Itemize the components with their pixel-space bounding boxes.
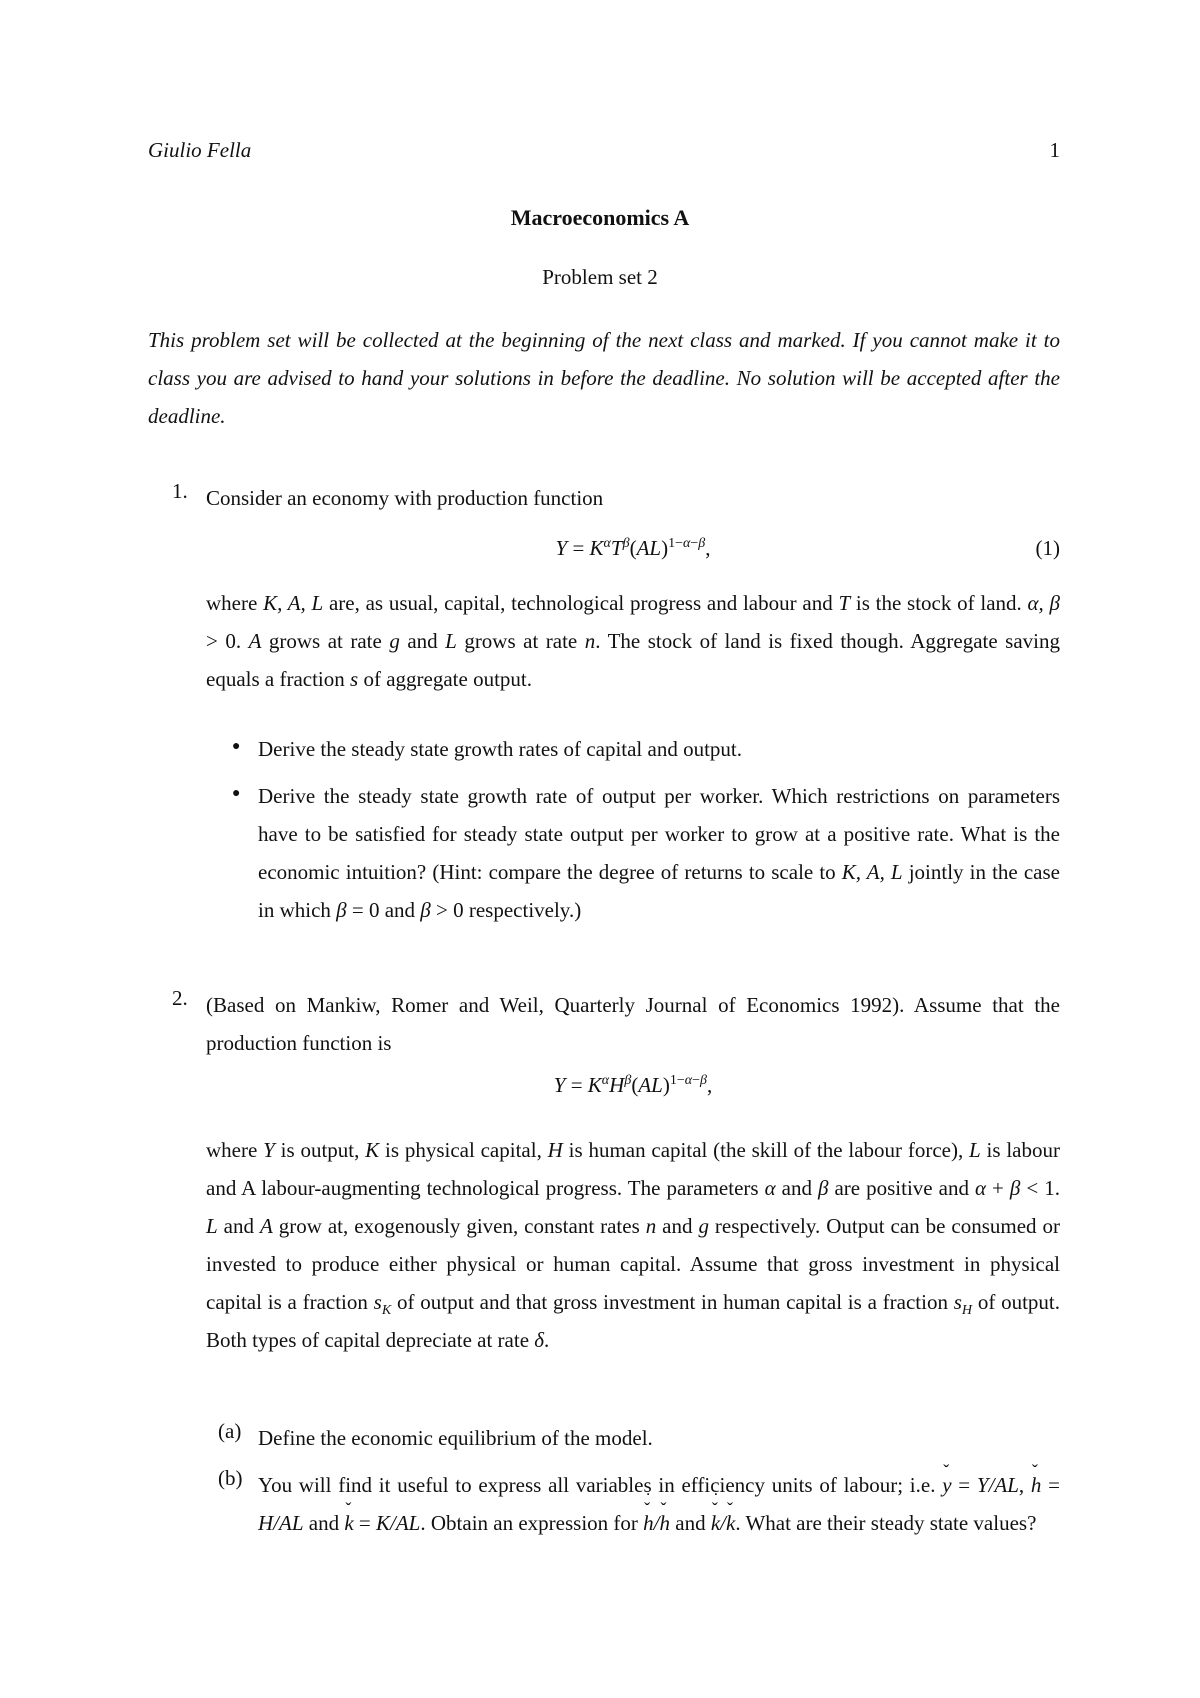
q2-equation: $Y = K^\alpha H^\beta(AL)^{1-\alpha-\beta}$, (553, 1073, 713, 1097)
author-name: Giulio Fella (148, 138, 252, 162)
q1-number: 1. (172, 479, 188, 503)
q1-context: where K, A, L are, as usual, capital, technological progress and labour and T is the stock of land. α, β > 0. A grows at rate g and L grows at rate n. The stock of land is fixed though. Aggregate saving equals a fraction s of aggregate output. (206, 591, 1061, 691)
document-subtitle: Problem set 2 (542, 265, 658, 289)
q2-part-b-label: (b) (218, 1466, 243, 1490)
page-header (148, 138, 1060, 168)
q1-bullet-2: Derive the steady state growth rate of output per worker. Which restrictions on parameters have to be satisfied for steady state output per worker to grow at a positive rate. What is the economic intuition? (Hint: compare the degree of returns to scale to K, A, L jointly in the case in which β = 0 and β > 0 respectively.) (258, 784, 1060, 922)
q2-part-a-label: (a) (218, 1419, 242, 1443)
bullet-icon: ● (232, 739, 241, 754)
q1-equation-number: (1) (1035, 536, 1060, 560)
q1-bullet-1: Derive the steady state growth rates of capital and output. (258, 737, 743, 761)
q2-part-a: Define the economic equilibrium of the model. (258, 1426, 653, 1450)
page-number: 1 (1049, 138, 1060, 162)
q1-equation: $Y = K^\alpha T^\beta(AL)^{1-\alpha-\beta}$, (555, 536, 711, 560)
q2-number: 2. (172, 986, 188, 1010)
q2-context: where Y is output, K is physical capital, H is human capital (the skill of the labour force), L is labour and A labour-augmenting technological progress. The parameters α and β are positive and α + β < 1. L and A grow at, exogenously given, constant rates n and g respectively. Output can be consumed or invested to produce either physical or human capital. Assume that gross investment in physical capital is a fraction $s_K$ of output and that gross investment in human capital is a fraction $s_H$ of output. Both types of capital depreciate at rate δ. (206, 1138, 1060, 1352)
q2-lead: (Based on Mankiw, Romer and Weil, Quarterly Journal of Economics 1992). Assume that the production function is (206, 993, 1060, 1055)
document-title: Macroeconomics A (510, 205, 690, 230)
intro-paragraph: This problem set will be collected at the beginning of the next class and marked. If you cannot make it to class you are advised to hand your solutions in before the deadline. No solution will be accepted after the deadline. (148, 328, 1060, 428)
q2-part-b: You will find it useful to express all variables in efficiency units of labour; i.e. ˇ y = Y/AL, ˇ h = H/AL and ˇ k = K/AL. Obtain an expression for ˇ h ˙/ˇ h and ˇ k ˙/ˇ k. What are their steady state values? (258, 1466, 1060, 1542)
q1-lead: Consider an economy with production function (206, 486, 604, 510)
bullet-icon: ● (232, 786, 241, 801)
